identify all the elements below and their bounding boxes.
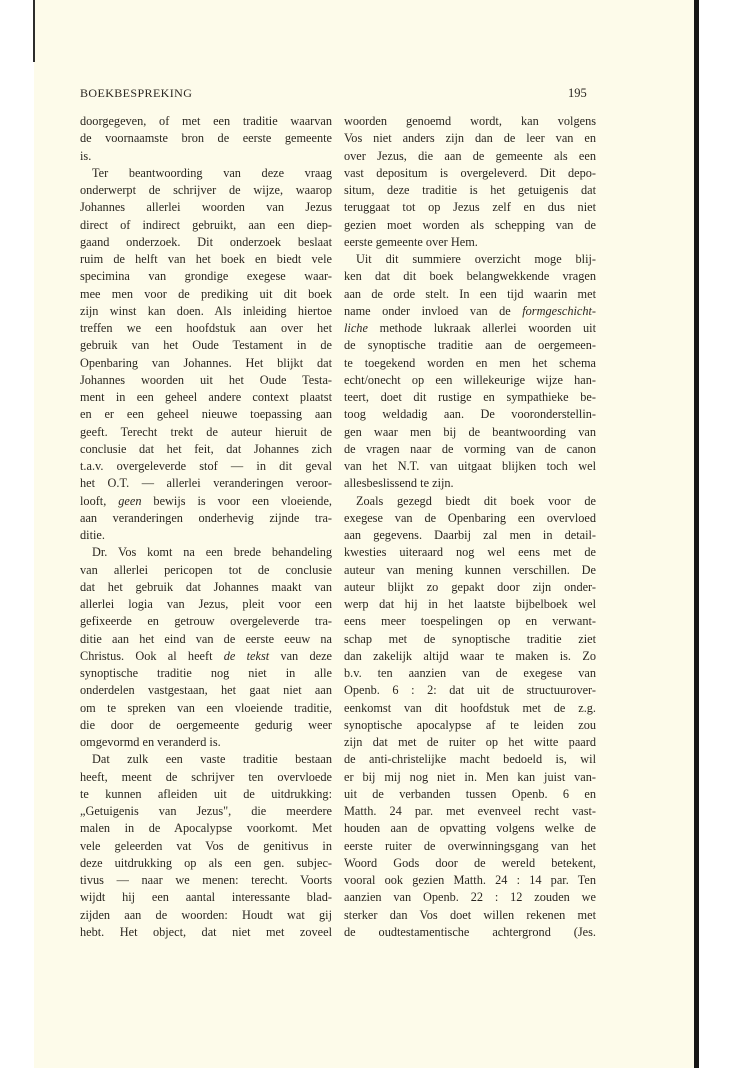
text-line: onderwerpt de schrijver de wijze, waarop	[80, 183, 332, 197]
text-line: Matth. 24 par. met evenveel recht vast-	[344, 804, 596, 818]
page-edge-right	[694, 0, 699, 1068]
text-line: eerste ruiter de overwinningsgang van het	[344, 838, 596, 853]
running-header-title: BOEKBESPREKING	[80, 86, 193, 100]
text-line: eens meer toespelingen op en verwant-	[344, 614, 596, 629]
text-line: sterker dan Vos doet willen rekenen met	[344, 907, 596, 922]
text-line: treffen we een hoofdstuk aan over het	[80, 321, 332, 335]
text-line: zijn winst kan doen. Als inleiding hiertoe	[80, 303, 332, 318]
text-column-right	[344, 113, 596, 941]
text-line: gen waar men bij de beantwoording van	[344, 424, 596, 439]
text-line: de oudtestamentische achtergrond (Jes.	[344, 924, 596, 939]
text-line: liche methode lukraak allerlei woorden uit	[344, 321, 596, 335]
text-line: gebruik van het Oude Testament in de	[80, 338, 332, 353]
text-line: van allerlei pericopen tot de conclusie	[80, 562, 332, 577]
text-line: schap met de synoptische traditie ziet	[344, 631, 596, 646]
text-line: doorgegeven, of met een traditie waarvan	[80, 114, 332, 128]
text-line: de vragen naar de vorming van de canon	[344, 441, 596, 456]
text-line: toog weldadig aan. De vooronderstellin-	[344, 407, 596, 422]
text-line: dan zakelijk altijd waar te maken is. Zo	[344, 648, 596, 663]
text-line: ken dat dit boek belangwekkende vragen	[344, 269, 596, 284]
text-line: „Getuigenis van Jezus", die meerdere	[80, 804, 332, 818]
text-line: om te spreken van een vloeiende traditie,	[80, 700, 332, 715]
text-line: deze uitdrukking op als een gen. subjec-	[80, 855, 332, 870]
text-line: de synoptische traditie aan de oergemeen-	[344, 338, 596, 353]
text-line: teert, doet dit rustige en sympathieke be-	[344, 390, 596, 404]
text-line: kwesties uiteraard nog wel eens met de	[344, 545, 596, 560]
text-line: van het N.T. van uitgaat blijken toch wel	[344, 459, 596, 473]
text-line: conclusie dat het feit, dat Johannes zich	[80, 441, 332, 456]
text-line: exegese van de Openbaring een overvloed	[344, 510, 596, 525]
text-line: te toegekend worden en men het schema	[344, 355, 596, 370]
text-line: Dr. Vos komt na een brede behandeling	[92, 545, 332, 560]
text-line: vele geleerden vat Vos de genitivus in	[80, 838, 332, 853]
text-line: te kunnen afleiden uit de uitdrukking:	[80, 786, 332, 801]
text-line: zijden aan de woorden: Houdt wat gij	[80, 907, 332, 922]
page-edge-left	[33, 0, 35, 62]
text-line: b.v. ten aanzien van de exegese van	[344, 666, 596, 680]
text-line: onderdelen vastgestaan, het gaat niet aan	[80, 683, 332, 698]
text-line: auteur blijkt zo gepakt door zijn onder-	[344, 579, 596, 594]
text-line: dat het gebruik dat Johannes maakt van	[80, 579, 332, 594]
text-line: malen in de Apocalypse voorkomt. Met	[80, 821, 332, 836]
text-line: wijdt hij een aantal interessante blad-	[80, 890, 332, 905]
text-line: vast depositum is overgeleverd. Dit depo-	[344, 165, 596, 180]
text-line: allerlei logia van Jezus, pleit voor een	[80, 597, 332, 611]
text-line: er bij mij nog niet in. Men kan juist van-	[344, 769, 596, 784]
text-line: situm, deze traditie is het getuigenis dat	[344, 183, 596, 197]
text-line: Openb. 6 : 2: dat uit de structuurover-	[344, 683, 596, 698]
text-line: Vos niet anders zijn dan de leer van en	[344, 131, 596, 146]
text-line: Dat zulk een vaste traditie bestaan	[92, 752, 332, 767]
text-line: aan gegevens. Daarbij zal men in detail-	[344, 528, 596, 542]
text-line: specimina van grondige exegese waar-	[80, 269, 332, 284]
text-line: heeft, meent de schrijver ten overvloede	[80, 769, 332, 784]
text-line: name onder invloed van de formgeschicht-	[344, 303, 596, 318]
text-line: teruggaat tot op Jezus zelf en dus niet	[344, 200, 596, 215]
text-line: Christus. Ook al heeft de tekst van deze	[80, 648, 332, 663]
page-number: 195	[568, 86, 587, 100]
text-line: ditie.	[80, 528, 105, 542]
text-line: aan de orde stelt. In een tijd waarin met	[344, 286, 596, 301]
text-line: omgevormd en veranderd is.	[80, 735, 221, 749]
text-line: tivus — naar we menen: terecht. Voorts	[80, 873, 332, 887]
text-line: t.a.v. overgeleverde stof — in dit geval	[80, 459, 332, 473]
text-line: gezien moet worden als schepping van de	[344, 217, 596, 232]
text-line: echt/onecht op een willekeurige wijze han-	[344, 372, 596, 387]
text-line: en er een geheel nieuwe toepassing aan	[80, 407, 332, 422]
text-column-left	[80, 113, 332, 941]
text-line: eenkomst van dit hoofdstuk met de z.g.	[344, 700, 596, 715]
text-line: Openbaring van Johannes. Het blijkt dat	[80, 355, 332, 370]
text-line: gaand onderzoek. Dit onderzoek beslaat	[80, 234, 332, 249]
text-line: zijn dat met de ruiter op het witte paard	[344, 735, 596, 749]
text-line: Zoals gezegd biedt dit boek voor de	[356, 493, 596, 508]
text-line: synoptische traditie nog niet in alle	[80, 666, 332, 680]
text-line: die door de oergemeente gedurig weer	[80, 717, 332, 732]
text-line: Ter beantwoording van deze vraag	[92, 165, 332, 180]
text-line: de voornaamste bron de eerste gemeente	[80, 131, 332, 146]
text-line: is.	[80, 148, 92, 163]
text-line: hebt. Het object, dat niet met zoveel	[80, 924, 332, 939]
text-line: Woord Gods door de wereld betekent,	[344, 855, 596, 870]
text-line: direct of indirect gebruikt, aan een diep-	[80, 217, 332, 232]
text-line: vooral ook gezien Matth. 24 : 14 par. Ten	[344, 873, 596, 887]
text-line: mee men voor de prediking uit dit boek	[80, 286, 332, 301]
text-line: woorden genoemd wordt, kan volgens	[344, 114, 596, 128]
text-line: uit de verbanden tussen Openb. 6 en	[344, 786, 596, 801]
text-line: auteur van mening kunnen verschillen. De	[344, 562, 596, 577]
text-line: houden aan de opvatting volgens welke de	[344, 821, 596, 836]
text-line: geeft. Terecht trekt de auteur hieruit de	[80, 424, 332, 439]
text-line: Johannes woorden uit het Oude Testa-	[80, 372, 332, 387]
text-line: over Jezus, die aan de gemeente als een	[344, 148, 596, 163]
text-line: looft, geen bewijs is voor een vloeiende,	[80, 493, 332, 508]
text-line: ditie aan het eind van de eerste eeuw na	[80, 631, 332, 646]
text-line: de anti-christelijke macht bedoeld is, wil	[344, 752, 596, 767]
text-line: allesbeslissend te zijn.	[344, 476, 454, 491]
text-line: gefixeerde en getrouw overgeleverde tra-	[80, 614, 332, 629]
text-line: aan veranderingen onderhevig zijnde tra-	[80, 510, 332, 525]
text-line: ruim de helft van het boek en biedt vele	[80, 252, 332, 266]
text-line: Uit dit summiere overzicht moge blij-	[356, 252, 596, 266]
text-line: werp dat hij in het laatste bijbelboek wel	[344, 597, 596, 611]
text-line: eerste gemeente over Hem.	[344, 234, 478, 249]
text-line: Johannes allerlei woorden van Jezus	[80, 200, 332, 215]
text-line: aanzien van Openb. 22 : 12 zouden we	[344, 890, 596, 905]
text-line: synoptische apocalypse af te leiden zou	[344, 717, 596, 732]
text-line: het O.T. — allerlei veranderingen veroor-	[80, 476, 332, 491]
text-line: ment in een geheel andere context plaatst	[80, 390, 332, 404]
